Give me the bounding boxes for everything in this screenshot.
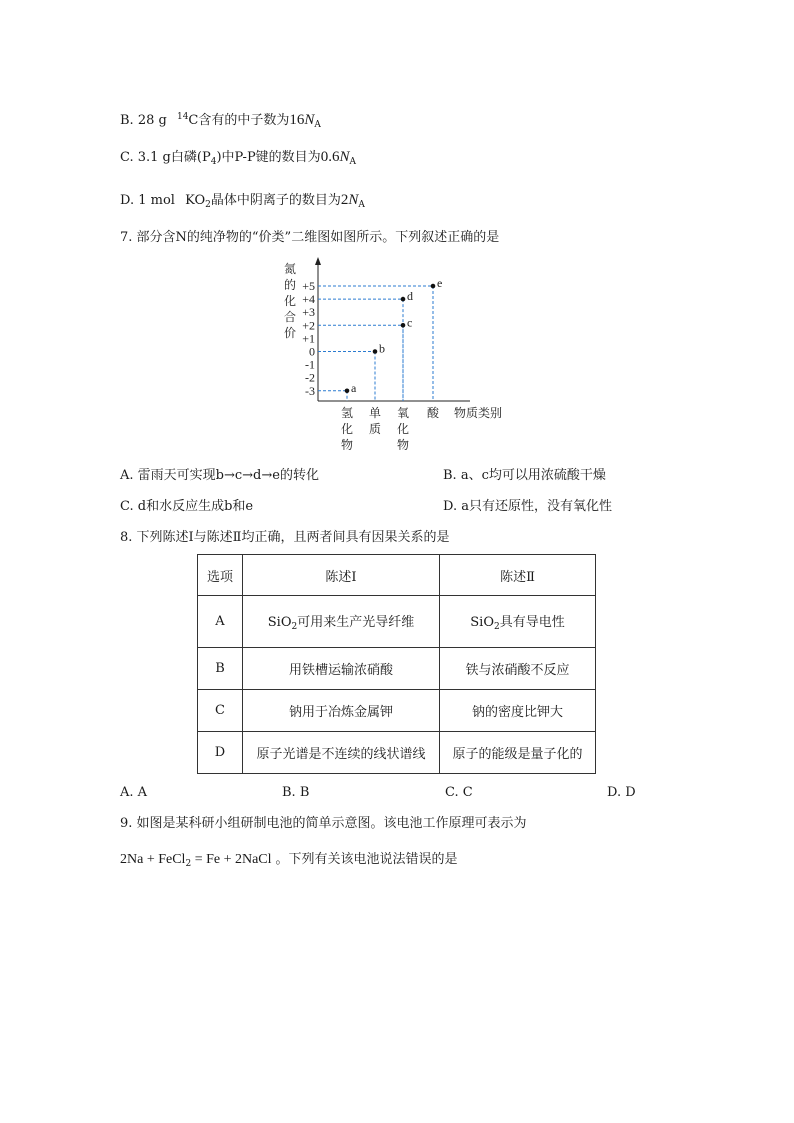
data-point-label-a: a <box>351 380 357 395</box>
header-statement-2: 陈述Ⅱ <box>440 555 596 596</box>
table-row <box>198 596 596 648</box>
row-statement-2: 原子的能级是量子化的 <box>440 732 596 774</box>
table-row <box>198 648 596 690</box>
q8-table <box>197 554 596 774</box>
x-category-char: 氢 <box>340 406 354 420</box>
q8-answer-c: C. C <box>445 785 473 800</box>
y-tick-label: -2 <box>305 370 315 385</box>
data-point-label-c: c <box>407 315 413 330</box>
row-statement-1: SiO$_2$可用来生产光导纤维 <box>243 596 440 648</box>
row-statement-1: 原子光谱是不连续的线状谱线 <box>243 732 440 774</box>
q9-stem: 9. 如图是某科研小组研制电池的简单示意图。该电池工作原理可表示为 <box>120 816 527 831</box>
y-axis-arrow <box>315 257 321 265</box>
q7-option-a: A. 雷雨天可实现b→c→d→e的转化 <box>120 468 319 483</box>
row-statement-2: 铁与浓硝酸不反应 <box>440 648 596 690</box>
y-tick-label: -1 <box>305 357 315 372</box>
row-statement-1: 用铁槽运输浓硝酸 <box>243 648 440 690</box>
y-tick-label: +3 <box>302 305 315 320</box>
header-option: 选项 <box>198 555 243 596</box>
data-point-label-e: e <box>437 276 443 290</box>
y-tick-label: 0 <box>309 344 315 359</box>
row-statement-2: SiO$_2$具有导电性 <box>440 596 596 648</box>
y-axis-label-char: 价 <box>284 326 297 340</box>
data-point-e <box>431 284 436 289</box>
table-header-row <box>198 555 596 596</box>
row-option: B <box>198 648 243 690</box>
y-tick-label: +2 <box>302 318 315 333</box>
data-point-d <box>401 297 406 302</box>
valence-class-chart <box>270 255 540 455</box>
x-category-char: 化 <box>340 422 354 436</box>
x-category-char: 质 <box>368 422 382 436</box>
row-statement-1: 钠用于冶炼金属钾 <box>243 690 440 732</box>
row-option: C <box>198 690 243 732</box>
q7-option-d: D. a只有还原性，没有氧化性 <box>443 499 612 514</box>
data-point-c <box>401 323 406 328</box>
q7-stem: 7. 部分含N的纯净物的“价类”二维图如图所示。下列叙述正确的是 <box>120 230 500 245</box>
x-category-char: 物 <box>396 438 410 452</box>
q7-option-b: B. a、c均可以用浓硫酸干燥 <box>443 468 606 483</box>
q6-option-d: D. 1 mol $KO_2$晶体中阴离子的数目为$2N_A$ <box>120 192 365 210</box>
data-point-a <box>345 389 350 394</box>
q8-answer-a: A. A <box>120 785 148 800</box>
table-row <box>198 732 596 774</box>
guide-lines <box>318 286 433 401</box>
y-tick-label: +1 <box>302 331 315 346</box>
y-axis-label-char: 化 <box>284 294 297 308</box>
x-category-char: 氧 <box>396 406 410 420</box>
header-statement-1: 陈述Ⅰ <box>243 555 440 596</box>
row-option: D <box>198 732 243 774</box>
y-axis-label-char: 的 <box>284 278 297 292</box>
x-category-char: 单 <box>368 406 382 420</box>
table-row <box>198 690 596 732</box>
q6-option-b: B. 28 g $^{14}$C含有的中子数为$16N_A$ <box>120 112 321 130</box>
y-axis-label-char: 氮 <box>284 262 297 276</box>
x-category-char: 化 <box>396 422 410 436</box>
x-category-char: 酸 <box>426 406 440 420</box>
y-tick-labels <box>302 279 315 398</box>
y-tick-label: +5 <box>302 279 315 293</box>
data-points <box>345 276 443 395</box>
y-tick-label: +4 <box>302 292 315 307</box>
row-statement-2: 钠的密度比钾大 <box>440 690 596 732</box>
y-axis-label-char: 合 <box>284 310 297 324</box>
y-axis-label <box>284 262 296 340</box>
q8-answer-b: B. B <box>282 785 310 800</box>
q6-option-c: C. 3.1 g白磷$(P_4)$中P-P键的数目为$0.6N_A$ <box>120 149 356 167</box>
q8-stem: 8. 下列陈述Ⅰ与陈述Ⅱ均正确，且两者间具有因果关系的是 <box>120 530 450 545</box>
data-point-label-d: d <box>407 289 413 304</box>
q8-answer-d: D. D <box>607 785 636 800</box>
x-axis-label: 物质类别 <box>454 406 503 420</box>
x-category-labels <box>341 406 440 452</box>
x-category-char: 物 <box>340 438 354 452</box>
data-point-label-b: b <box>379 341 385 356</box>
y-tick-label: -3 <box>305 383 315 398</box>
data-point-b <box>373 349 378 354</box>
q9-equation: 2Na + FeCl$_2$ = Fe + 2NaCl 。下列有关该电池说法错误的是 <box>120 852 458 869</box>
row-option: A <box>198 596 243 648</box>
q7-option-c: C. d和水反应生成b和e <box>120 499 254 514</box>
